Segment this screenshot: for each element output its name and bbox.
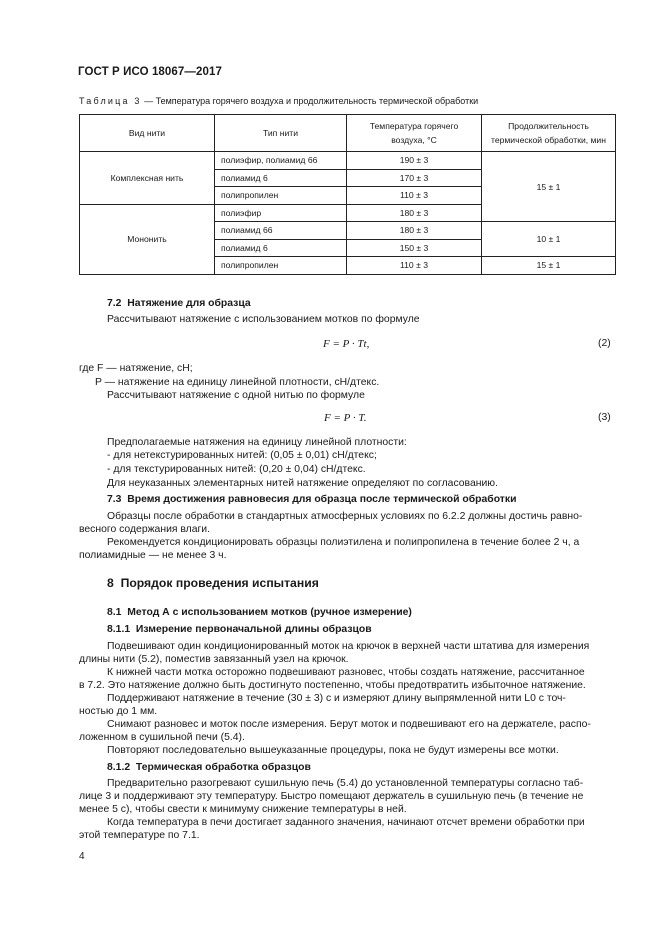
paragraph: Поддерживают натяжение в течение (30 ± 3) с и измеряют длину выпрямленной нити L0 с точ- — [107, 693, 566, 704]
paragraph: лице 3 и поддерживают эту температуру. Быстро помещают держатель в сушильную печь (в течение не — [79, 791, 584, 802]
section-8-1-heading: 8.1 Метод А с использованием мотков (ручное измерение) — [107, 607, 412, 618]
section-8-1-2-heading: 8.1.2 Термическая обработка образцов — [107, 762, 311, 773]
temperature: 110 ± 3 — [347, 257, 482, 275]
list-item: - для нетекстурированных нитей: (0,05 ± 0,01) сН/дтекс; — [107, 450, 377, 461]
thread-type: полиэфир, полиамид 66 — [215, 152, 347, 170]
paragraph: длины нити (5.2), поместив завязанный узел на крючок. — [79, 654, 349, 665]
table-header-row — [80, 115, 616, 152]
temperature: 190 ± 3 — [347, 152, 482, 170]
table-row — [80, 152, 616, 170]
paragraph: Снимают разновес и моток после измерения. Берут моток и подвешивают его на держателе, распо- — [107, 719, 591, 730]
paragraph: этой температуре по 7.1. — [79, 830, 200, 841]
temperature: 180 ± 3 — [347, 222, 482, 240]
thread-type: полиэфир — [215, 204, 347, 222]
temperature: 170 ± 3 — [347, 169, 482, 187]
paragraph: Для неуказанных элементарных нитей натяжение определяют по согласованию. — [107, 478, 498, 489]
page-number: 4 — [79, 851, 85, 862]
table-caption-label: Таблица 3 — [79, 96, 142, 106]
paragraph: Рекомендуется кондиционировать образцы полиэтилена и полипропилена в течение более 2 ч, а — [107, 537, 580, 548]
paragraph: весного содержания влаги. — [79, 524, 210, 535]
col-header-thread-type: Тип нити — [215, 115, 347, 152]
formula-3: F = P · T. — [324, 412, 367, 424]
paragraph: менее 5 с), чтобы свести к минимуму снижение температуры в ней. — [79, 804, 407, 815]
duration: 15 ± 1 — [482, 152, 616, 222]
thread-type: полипропилен — [215, 257, 347, 275]
temperature: 180 ± 3 — [347, 204, 482, 222]
paragraph: ностью до 1 мм. — [79, 706, 158, 717]
paragraph: Когда температура в печи достигает заданного значения, начинают отсчет времени обработки при — [107, 817, 585, 828]
table-caption — [79, 96, 478, 106]
section-8-1-1-heading: 8.1.1 Измерение первоначальной длины образцов — [107, 624, 372, 635]
paragraph: Предполагаемые натяжения на единицу линейной плотности: — [107, 437, 407, 448]
duration: 10 ± 1 — [482, 222, 616, 257]
duration: 15 ± 1 — [482, 257, 616, 275]
col-header-duration: Продолжительность термической обработки, мин — [482, 115, 616, 152]
paragraph: Предварительно разогревают сушильную печь (5.4) до установленной температуры согласно таб- — [107, 778, 584, 789]
temperature: 110 ± 3 — [347, 187, 482, 205]
group-mono: Мононить — [80, 204, 215, 274]
group-complex: Комплексная нить — [80, 152, 215, 205]
thread-type: полиамид 66 — [215, 222, 347, 240]
formula-2: F = P · Tt, — [323, 338, 370, 350]
table-3 — [79, 114, 616, 275]
where-clause: где F — натяжение, сН; — [79, 363, 193, 374]
paragraph: Повторяют последовательно вышеуказанные процедуры, пока не будут измерены все мотки. — [107, 745, 559, 756]
temperature: 150 ± 3 — [347, 239, 482, 257]
paragraph: ложенном в сушильной печи (5.4). — [79, 732, 245, 743]
equation-number: (3) — [598, 412, 611, 423]
thread-type: полиамид 6 — [215, 169, 347, 187]
paragraph: Рассчитывают натяжение с одной нитью по формуле — [107, 390, 365, 401]
paragraph: К нижней части мотка осторожно подвешивают разновес, чтобы создать натяжение, рассчитанное — [107, 667, 585, 678]
thread-type: полипропилен — [215, 187, 347, 205]
paragraph: Подвешивают один кондиционированный моток на крючок в верхней части штатива для измерения — [107, 641, 590, 652]
document-header: ГОСТ Р ИСО 18067—2017 — [78, 66, 223, 78]
section-8-heading: 8 Порядок проведения испытания — [107, 576, 319, 590]
col-header-temperature: Температура горячего воздуха, °С — [347, 115, 482, 152]
where-clause: P — натяжение на единицу линейной плотности, сН/дтекс. — [95, 377, 380, 388]
table-caption-text: — Температура горячего воздуха и продолжительность термической обработки — [141, 96, 479, 106]
section-7-3-heading: 7.3 Время достижения равновесия для образца после термической обработки — [107, 494, 517, 505]
paragraph: Рассчитывают натяжение с использованием мотков по формуле — [107, 314, 420, 325]
list-item: - для текстурированных нитей: (0,20 ± 0,04) сН/дтекс. — [107, 464, 366, 475]
paragraph: в 7.2. Это натяжение должно быть достигнуто постепенно, чтобы предотвратить избыточное натяжение. — [79, 680, 586, 691]
equation-number: (2) — [598, 338, 611, 349]
thread-type: полиамид 6 — [215, 239, 347, 257]
section-7-2-heading: 7.2 Натяжение для образца — [107, 298, 251, 309]
col-header-thread-kind: Вид нити — [80, 115, 215, 152]
paragraph: Образцы после обработки в стандартных атмосферных условиях по 6.2.2 должны достичь равно- — [107, 511, 583, 522]
paragraph: полиамидные — не менее 3 ч. — [79, 550, 227, 561]
